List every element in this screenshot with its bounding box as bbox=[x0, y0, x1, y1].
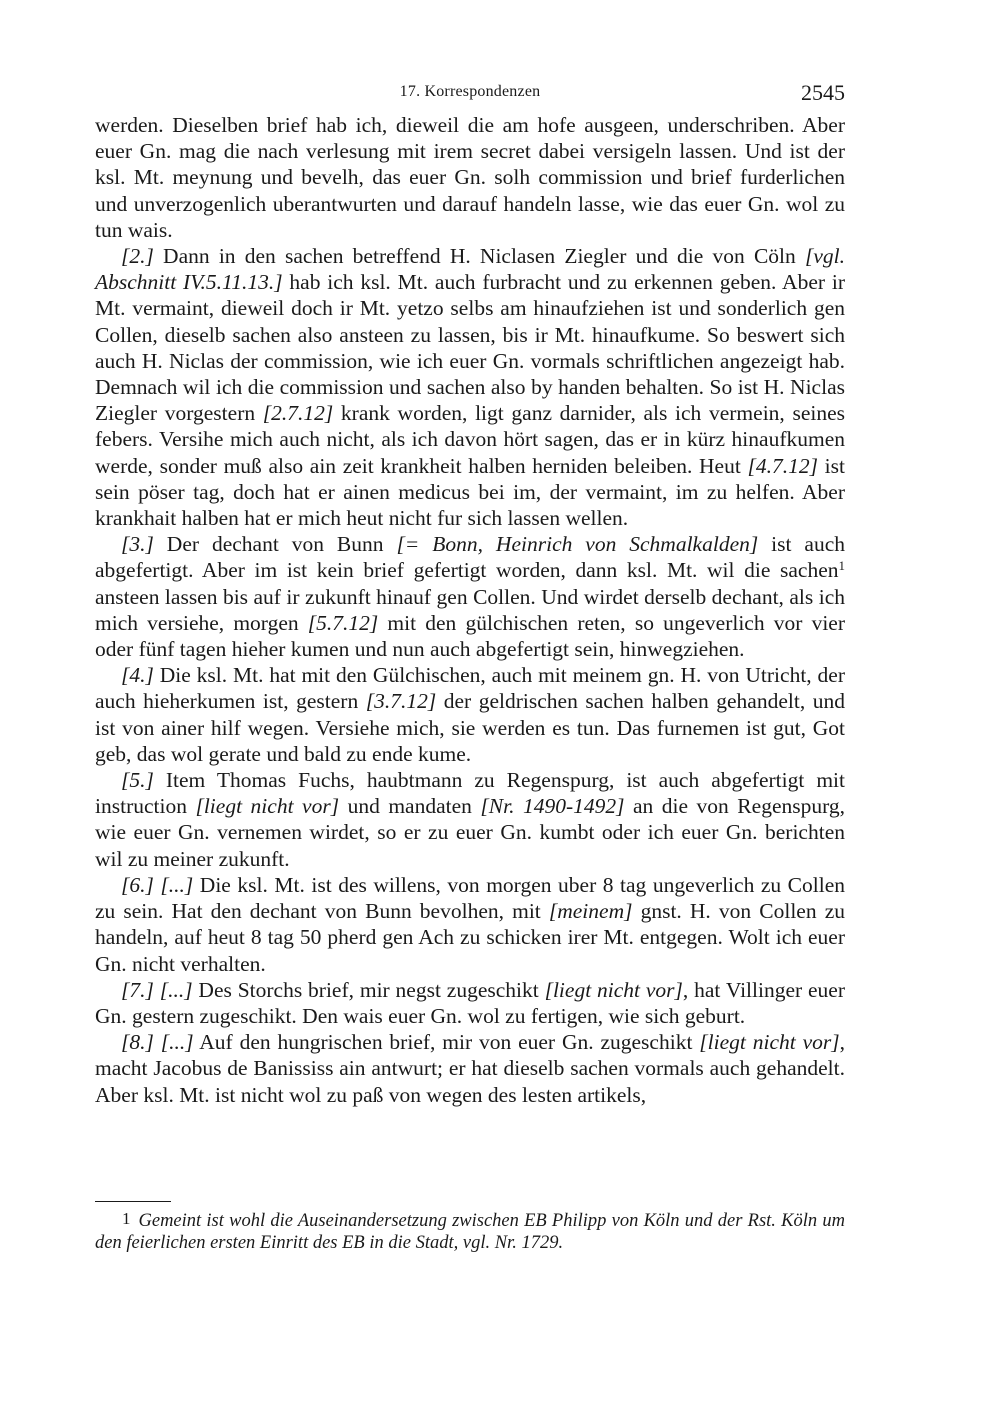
text-run: Der dechant von Bunn bbox=[153, 532, 397, 557]
paragraph-7 bbox=[95, 977, 845, 1029]
footnote-text: Gemeint ist wohl die Auseinandersetzung zwischen EB Philipp von Köln und der Rst. Köln um den feierlichen ersten Einritt des EB in die Stadt, vgl. Nr. 1729. bbox=[95, 1211, 845, 1253]
text-run: an die von Regenspurg, wie euer Gn. vernemen wirdet, so er zu euer Gn. kumbt oder ich euer Gn. berichten wil zu meiner zukunft. bbox=[95, 794, 845, 871]
editorial-note: [7.] [...] bbox=[121, 977, 193, 1002]
text-run: , hat Villinger euer Gn. gestern zugeschikt. Den wais euer Gn. wol zu fertigen, wie sich geburt. bbox=[95, 977, 846, 1028]
footnote bbox=[95, 1208, 845, 1254]
editorial-note: [3.7.12] bbox=[365, 689, 437, 714]
editorial-note: [liegt nicht vor] bbox=[195, 794, 340, 819]
text-run: krank worden, ligt ganz darnider, als ich vermein, seines febers. Versihe mich auch nicht, als ich davon hört sagen, das er in kürz hinaufkumen werde, sonder muß also ain zeit krankheit halben herniden beleiben. Heut bbox=[95, 401, 846, 478]
text-run: , macht Jacobus de Banississ ain antwurt; er hat dieselb sachen vormals auch gehandelt. Aber ksl. Mt. ist nicht wol zu paß von wegen des lesten artikels, bbox=[95, 1030, 845, 1107]
text-run: gnst. H. von Collen zu handeln, auf heut 8 tag 50 pherd gen Ach zu schicken irer Mt. entgegen. Wolt ich euer Gn. nicht verhalten. bbox=[95, 899, 845, 976]
paragraph-1 bbox=[95, 112, 845, 243]
footnote-rule bbox=[95, 1201, 171, 1202]
editorial-note: [2.] bbox=[121, 244, 154, 269]
text-run: Des Storchs brief, mir negst zugeschikt bbox=[192, 977, 545, 1002]
page bbox=[95, 80, 845, 1108]
text-run: Die ksl. Mt. ist des willens, von morgen uber 8 tag ungeverlich zu Collen zu sein. Hat den dechant von Bunn bevolhen, mit bbox=[95, 872, 846, 924]
editorial-note: [6.] [...] bbox=[121, 872, 194, 897]
paragraph-2 bbox=[95, 243, 845, 531]
paragraph-3 bbox=[95, 531, 845, 662]
editorial-note: [= Bonn, Heinrich von Schmalkalden] bbox=[396, 532, 759, 557]
text-run: Auf den hungrischen brief, mir von euer Gn. zugeschikt bbox=[193, 1030, 700, 1055]
editorial-note: [4.] bbox=[121, 663, 154, 688]
text-run: Dann in den sachen betreffend H. Niclasen Ziegler und die von Cöln bbox=[153, 244, 805, 269]
text-run: mit den gülchischen reten, so ungeverlich vor vier oder fünf tagen hieher kumen und nun auch abgefertigt sein, hinwegziehen. bbox=[95, 610, 846, 662]
text-run: der geldrischen sachen halben gehandelt, und ist von ainer hilf wegen. Versiehe mich, sie werden es tun. Das furnemen ist gut, Got geb, das wol gerate und bald zu ende kume. bbox=[95, 689, 845, 766]
text-run: ist sein pöser tag, doch hat er ainen medicus bei im, der vermaint, im zu helfen. Aber krankhait halben hat er mich heut nicht fur sich lassen wellen. bbox=[95, 453, 845, 531]
editorial-note: [liegt nicht vor] bbox=[544, 977, 683, 1002]
paragraph-4 bbox=[95, 662, 845, 767]
running-head-title: 17. Korrespondenzen bbox=[399, 83, 541, 100]
editorial-note: [3.] bbox=[121, 532, 154, 557]
paragraph-8 bbox=[95, 1029, 845, 1108]
text-run: ansteen lassen bis auf ir zukunft hinauf gen Collen. Und wirdet derselb dechant, als ich mich versiehe, morgen bbox=[95, 584, 845, 635]
text-run: hab ich ksl. Mt. auch furbracht und zu erkennen geben. Aber ir Mt. vermaint, dieweil doch ir Mt. yetzo selbs am hinaufziehen ist und sonderlich gen Collen, dieselb sachen also ansteen zu lassen, bis ir Mt. hinaufkume. So beswert sich auch H. Niclas der commission, wie ich euer Gn. vormals schriftlichen angezeigt hab. Demnach wil ich die commission und sachen also by handen behalten. So ist H. Niclas Ziegler vorgestern bbox=[95, 270, 845, 426]
editorial-note: [liegt nicht vor] bbox=[699, 1030, 840, 1055]
editorial-note: [vgl. Abschnitt IV.5.11.13.] bbox=[95, 244, 845, 295]
editorial-note: [2.7.12] bbox=[262, 401, 334, 426]
editorial-note: [5.7.12] bbox=[307, 610, 379, 635]
body-text bbox=[95, 112, 845, 1108]
editorial-note: [8.] [...] bbox=[121, 1030, 194, 1055]
paragraph-5 bbox=[95, 767, 845, 872]
text-run: Die ksl. Mt. hat mit den Gülchischen, auch mit meinem gn. H. von Utricht, der auch hieherkumen ist, gestern bbox=[95, 663, 845, 714]
editorial-note: [4.7.12] bbox=[747, 453, 818, 478]
editorial-note: [Nr. 1490-1492] bbox=[480, 794, 625, 819]
footnote-number: 1 bbox=[122, 1209, 131, 1228]
text-run: werden. Dieselben brief hab ich, dieweil die am hofe ausgeen, underschriben. Aber euer Gn. mag die nach verlesung mit irem secret dabei versigeln lassen. Und ist der ksl. Mt. meynung und bevelh, das euer Gn. solh commission und brief furderlichen und unverzogenlich uberantwurten und darauf handeln lasse, wie das euer Gn. wol zu tun wais. bbox=[95, 113, 845, 242]
text-run: ist auch abgefertigt. Aber im ist kein brief gefertigt worden, dann ksl. Mt. wil die sachen bbox=[95, 532, 845, 583]
page-number: 2545 bbox=[801, 80, 845, 105]
paragraph-6 bbox=[95, 872, 845, 977]
editorial-note: [5.] bbox=[121, 768, 154, 793]
editorial-note: [meinem] bbox=[548, 899, 633, 924]
footnote-reference: 1 bbox=[838, 558, 845, 574]
text-run: Item Thomas Fuchs, haubtmann zu Regenspurg, ist auch abgefertigt mit instruction bbox=[95, 768, 845, 819]
text-run: und mandaten bbox=[339, 794, 481, 819]
running-head bbox=[95, 80, 845, 112]
